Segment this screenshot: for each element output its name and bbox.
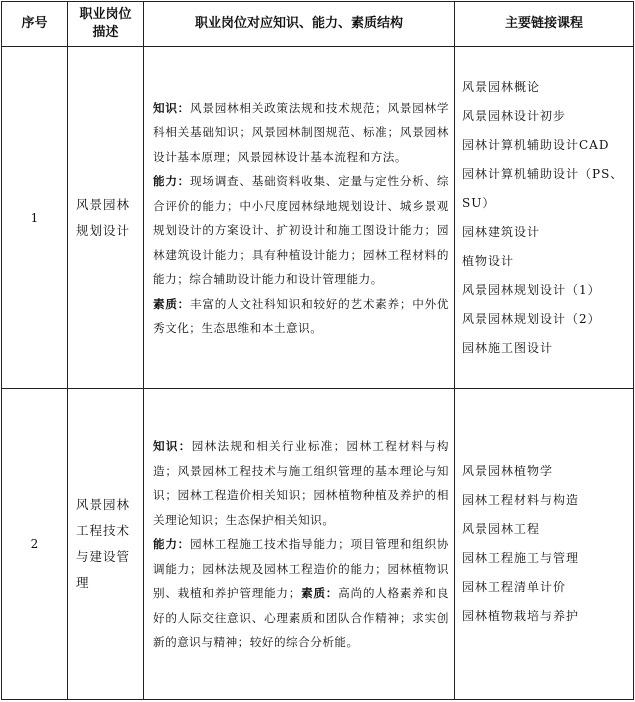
row-structure [144,47,455,389]
course-item: 园林工程材料与构造 [462,493,580,507]
course-item: 风景园林规划设计（1） [462,282,601,297]
course-item: 园林计算机辅助设计CAD [462,137,610,152]
ability-text: 现场调查、基础资料收集、定量与定性分析、综合评价的能力；中小尺度园林绿地规划设计、城乡景观规划设计的方案设计、扩初设计和施工图设计能力；园林建筑设计能力；具有种植设计能力；园林工程材料的能力；综合辅助设计能力和设计管理能力。 [153,174,449,286]
knowledge-label: 知识： [153,439,192,454]
knowledge-text: 园林法规和相关行业标准；园林工程材料与构造；风景园林工程技术与施工组织管理的基本理论与知识；园林工程造价相关知识；园林植物种植及养护的相关理论知识；生态保护相关知识。 [153,439,449,527]
row-structure [144,389,455,700]
table-row [2,47,634,389]
course-item: 园林工程施工与管理 [462,551,580,565]
header-structure: 职业岗位对应知识、能力、素质结构 [144,2,455,47]
course-item: 园林植物栽培与养护 [462,609,580,623]
quality-label: 素质： [300,586,339,601]
row-serial: 2 [2,389,68,700]
header-serial: 序号 [2,2,68,47]
quality-label: 素质： [153,296,191,311]
ability-paragraph [153,169,449,292]
ability-text: 园林工程施工技术指导能力；项目管理和组织协调能力；园林法规及园林工程造价的能力；园林植物识别、栽植和养护管理能力； [153,537,449,601]
row-position: 风景园林工程技术与建设管理 [68,389,144,700]
course-item: 风景园林植物学 [462,464,554,478]
knowledge-paragraph [153,96,449,170]
quality-text: 高尚的人格素养和良好的人际交往意识、心理素质和团队合作精神；求实创新的意识与精神；较好的综合分析能。 [153,586,449,650]
header-courses: 主要链接课程 [455,2,634,47]
header-position-text: 职业岗位描述 [79,7,132,40]
knowledge-paragraph [153,434,449,532]
course-item: 园林计算机辅助设计（PS、SU） [462,166,624,210]
quality-paragraph [153,292,449,341]
knowledge-label: 知识： [153,100,191,115]
course-item: 风景园林设计初步 [462,108,567,123]
table-row [2,389,634,700]
knowledge-text: 风景园林相关政策法规和技术规范；风景园林学科相关基础知识；风景园林制图规范、标准；风景园林设计基本原理；风景园林设计基本流程和方法。 [153,100,449,164]
ability-label: 能力： [153,537,191,552]
curriculum-table [1,1,634,700]
course-item: 园林工程清单计价 [462,580,567,594]
course-item: 风景园林概论 [462,79,541,94]
course-item: 植物设计 [462,253,515,268]
header-row [2,2,634,47]
row-position: 风景园林规划设计 [68,47,144,389]
course-item: 园林施工图设计 [462,340,554,355]
course-item: 风景园林规划设计（2） [462,311,601,326]
ability-paragraph [153,532,449,655]
ability-label: 能力： [153,174,191,188]
row-serial: 1 [2,47,68,389]
course-item: 风景园林工程 [462,522,541,536]
row-courses [455,47,634,389]
row-courses [455,389,634,700]
quality-text: 丰富的人文社科知识和较好的艺术素养；中外优秀文化；生态思维和本土意识。 [153,296,449,335]
course-item: 园林建筑设计 [462,224,541,239]
header-position [68,2,144,47]
